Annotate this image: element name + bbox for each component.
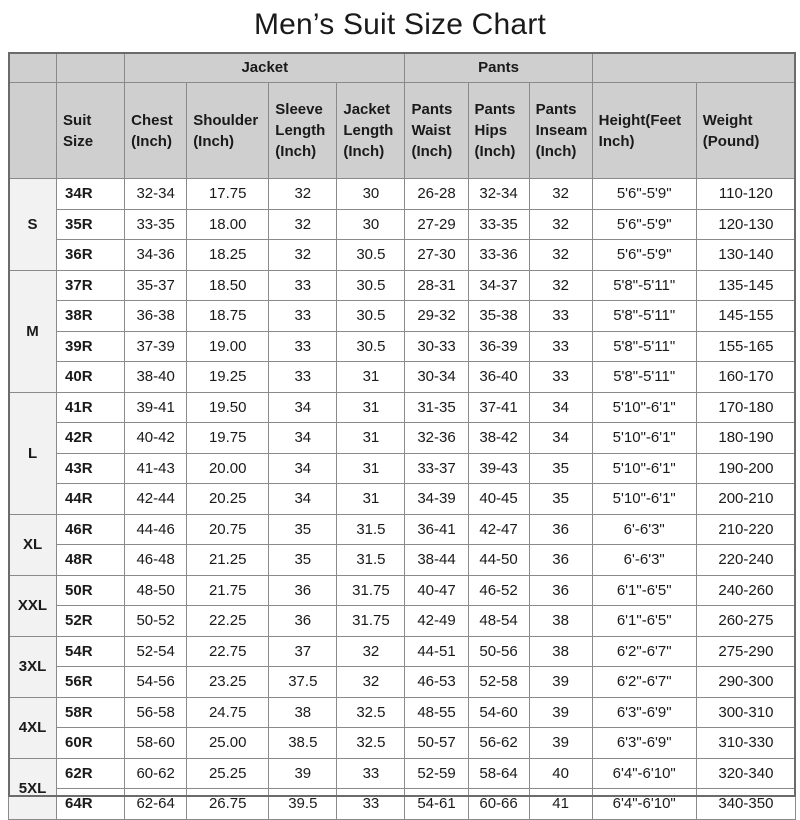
cell-pants-waist: 38-44 <box>405 545 468 576</box>
cell-jacket-length: 31.75 <box>337 575 405 606</box>
size-group-label: S <box>9 179 57 271</box>
column-header-line: Height(Feet <box>598 111 682 129</box>
cell-pants-hips: 52-58 <box>468 667 529 698</box>
cell-shoulder: 21.25 <box>187 545 269 576</box>
cell-height: 6'3"-6'9" <box>592 728 696 759</box>
cell-pants-hips: 50-56 <box>468 636 529 667</box>
cell-chest: 48-50 <box>125 575 187 606</box>
column-header-line: Waist <box>411 122 451 139</box>
cell-jacket-length: 31 <box>337 484 405 515</box>
cell-suit-size: 60R <box>57 728 125 759</box>
cell-height: 6'-6'3" <box>592 545 696 576</box>
cell-chest: 40-42 <box>125 423 187 454</box>
cell-inseam: 38 <box>529 606 592 637</box>
cell-chest: 33-35 <box>125 209 187 240</box>
cell-weight: 190-200 <box>696 453 795 484</box>
cell-chest: 52-54 <box>125 636 187 667</box>
column-header-line: (Inch) <box>343 143 385 160</box>
cell-pants-waist: 33-37 <box>405 453 468 484</box>
cell-chest: 46-48 <box>125 545 187 576</box>
cell-suit-size: 58R <box>57 697 125 728</box>
cell-shoulder: 23.25 <box>187 667 269 698</box>
cell-sleeve: 33 <box>269 331 337 362</box>
cell-suit-size: 43R <box>57 453 125 484</box>
cell-chest: 37-39 <box>125 331 187 362</box>
cell-sleeve: 32 <box>269 179 337 210</box>
cell-weight: 210-220 <box>696 514 795 545</box>
cell-sleeve: 37 <box>269 636 337 667</box>
cell-weight: 110-120 <box>696 179 795 210</box>
cell-sleeve: 37.5 <box>269 667 337 698</box>
cell-suit-size: 54R <box>57 636 125 667</box>
cell-inseam: 35 <box>529 484 592 515</box>
cell-inseam: 33 <box>529 362 592 393</box>
cell-shoulder: 18.00 <box>187 209 269 240</box>
cell-weight: 320-340 <box>696 758 795 789</box>
cell-pants-waist: 27-30 <box>405 240 468 271</box>
cell-shoulder: 24.75 <box>187 697 269 728</box>
cell-jacket-length: 33 <box>337 758 405 789</box>
cell-pants-hips: 56-62 <box>468 728 529 759</box>
cell-chest: 32-34 <box>125 179 187 210</box>
cell-suit-size: 50R <box>57 575 125 606</box>
cell-jacket-length: 32 <box>337 636 405 667</box>
cell-pants-hips: 60-66 <box>468 789 529 820</box>
cell-height: 5'8"-5'11" <box>592 301 696 332</box>
column-header-line: (Inch) <box>474 143 516 160</box>
cell-weight: 240-260 <box>696 575 795 606</box>
cell-pants-waist: 52-59 <box>405 758 468 789</box>
size-group-label: 5XL <box>9 758 57 819</box>
cell-suit-size: 62R <box>57 758 125 789</box>
cell-shoulder: 22.75 <box>187 636 269 667</box>
column-header-line: (Inch) <box>131 132 172 150</box>
size-group-label: 3XL <box>9 636 57 697</box>
cell-weight: 275-290 <box>696 636 795 667</box>
column-header-line: Pants <box>474 101 516 118</box>
cell-suit-size: 41R <box>57 392 125 423</box>
column-header-line: Size <box>63 132 94 150</box>
cell-pants-hips: 48-54 <box>468 606 529 637</box>
cell-chest: 44-46 <box>125 514 187 545</box>
cell-weight: 135-145 <box>696 270 795 301</box>
cell-pants-waist: 46-53 <box>405 667 468 698</box>
column-header-line: Shoulder <box>193 111 259 129</box>
cell-shoulder: 22.25 <box>187 606 269 637</box>
cell-pants-waist: 50-57 <box>405 728 468 759</box>
cell-sleeve: 34 <box>269 423 337 454</box>
cell-sleeve: 33 <box>269 270 337 301</box>
cell-height: 5'10"-6'1" <box>592 423 696 454</box>
cell-chest: 35-37 <box>125 270 187 301</box>
cell-jacket-length: 31.75 <box>337 606 405 637</box>
cell-weight: 155-165 <box>696 331 795 362</box>
cell-height: 5'10"-6'1" <box>592 392 696 423</box>
cell-suit-size: 42R <box>57 423 125 454</box>
cell-sleeve: 35 <box>269 514 337 545</box>
cell-weight: 340-350 <box>696 789 795 820</box>
cell-suit-size: 64R <box>57 789 125 820</box>
cell-pants-waist: 31-35 <box>405 392 468 423</box>
cell-shoulder: 18.50 <box>187 270 269 301</box>
cell-shoulder: 19.50 <box>187 392 269 423</box>
cell-height: 6'-6'3" <box>592 514 696 545</box>
cell-height: 6'3"-6'9" <box>592 697 696 728</box>
cell-jacket-length: 31.5 <box>337 514 405 545</box>
cell-height: 6'1"-6'5" <box>592 606 696 637</box>
cell-jacket-length: 30 <box>337 179 405 210</box>
cell-shoulder: 18.75 <box>187 301 269 332</box>
column-header-line: Sleeve <box>275 101 323 118</box>
column-header-line: Hips <box>474 122 508 139</box>
cell-pants-waist: 40-47 <box>405 575 468 606</box>
cell-height: 5'6"-5'9" <box>592 240 696 271</box>
cell-jacket-length: 30 <box>337 209 405 240</box>
cell-sleeve: 36 <box>269 575 337 606</box>
cell-pants-hips: 37-41 <box>468 392 529 423</box>
cell-suit-size: 34R <box>57 179 125 210</box>
cell-suit-size: 35R <box>57 209 125 240</box>
column-header-line: Length <box>275 122 326 139</box>
cell-weight: 120-130 <box>696 209 795 240</box>
cell-sleeve: 36 <box>269 606 337 637</box>
cell-chest: 62-64 <box>125 789 187 820</box>
cell-pants-waist: 34-39 <box>405 484 468 515</box>
page-title: Men’s Suit Size Chart <box>253 8 547 41</box>
cell-weight: 260-275 <box>696 606 795 637</box>
cell-suit-size: 40R <box>57 362 125 393</box>
cell-chest: 42-44 <box>125 484 187 515</box>
cell-inseam: 39 <box>529 728 592 759</box>
cell-pants-hips: 32-34 <box>468 179 529 210</box>
cell-shoulder: 25.00 <box>187 728 269 759</box>
cell-weight: 200-210 <box>696 484 795 515</box>
size-group-label: L <box>9 392 57 514</box>
cell-pants-waist: 30-33 <box>405 331 468 362</box>
cell-height: 6'4"-6'10" <box>592 758 696 789</box>
cell-weight: 310-330 <box>696 728 795 759</box>
cell-chest: 36-38 <box>125 301 187 332</box>
cell-pants-waist: 42-49 <box>405 606 468 637</box>
cell-jacket-length: 31 <box>337 423 405 454</box>
cell-sleeve: 32 <box>269 240 337 271</box>
cell-shoulder: 20.00 <box>187 453 269 484</box>
cell-height: 5'10"-6'1" <box>592 484 696 515</box>
cell-pants-hips: 58-64 <box>468 758 529 789</box>
cell-height: 5'8"-5'11" <box>592 331 696 362</box>
column-header-line: (Inch) <box>411 143 453 160</box>
size-group-label: XXL <box>9 575 57 636</box>
cell-pants-waist: 32-36 <box>405 423 468 454</box>
cell-weight: 300-310 <box>696 697 795 728</box>
cell-sleeve: 39 <box>269 758 337 789</box>
cell-weight: 145-155 <box>696 301 795 332</box>
cell-suit-size: 44R <box>57 484 125 515</box>
cell-inseam: 32 <box>529 270 592 301</box>
cell-chest: 38-40 <box>125 362 187 393</box>
cell-chest: 54-56 <box>125 667 187 698</box>
cell-inseam: 39 <box>529 697 592 728</box>
cell-pants-hips: 39-43 <box>468 453 529 484</box>
cell-sleeve: 38.5 <box>269 728 337 759</box>
cell-pants-hips: 33-35 <box>468 209 529 240</box>
cell-pants-hips: 35-38 <box>468 301 529 332</box>
column-header-line: Pants <box>535 101 577 118</box>
pants-group-header: Pants <box>405 53 592 83</box>
jacket-group-header: Jacket <box>125 53 405 83</box>
cell-suit-size: 52R <box>57 606 125 637</box>
cell-pants-waist: 26-28 <box>405 179 468 210</box>
cell-inseam: 38 <box>529 636 592 667</box>
cell-pants-waist: 30-34 <box>405 362 468 393</box>
table-frame <box>8 52 796 797</box>
cell-jacket-length: 31 <box>337 453 405 484</box>
cell-pants-hips: 36-39 <box>468 331 529 362</box>
cell-pants-hips: 40-45 <box>468 484 529 515</box>
cell-shoulder: 20.25 <box>187 484 269 515</box>
column-header-line: Weight <box>702 111 753 129</box>
column-header-line: (Inch) <box>275 143 317 160</box>
cell-pants-waist: 44-51 <box>405 636 468 667</box>
cell-height: 5'6"-5'9" <box>592 179 696 210</box>
cell-chest: 41-43 <box>125 453 187 484</box>
cell-shoulder: 21.75 <box>187 575 269 606</box>
size-group-label: M <box>9 270 57 392</box>
cell-inseam: 33 <box>529 301 592 332</box>
cell-chest: 56-58 <box>125 697 187 728</box>
cell-pants-hips: 36-40 <box>468 362 529 393</box>
column-header-line: Inch) <box>598 132 635 150</box>
cell-shoulder: 20.75 <box>187 514 269 545</box>
cell-sleeve: 38 <box>269 697 337 728</box>
cell-pants-hips: 38-42 <box>468 423 529 454</box>
column-header-line: Pants <box>411 101 453 118</box>
size-group-label: XL <box>9 514 57 575</box>
cell-inseam: 36 <box>529 514 592 545</box>
cell-shoulder: 19.00 <box>187 331 269 362</box>
column-header-line: Inseam <box>535 122 588 139</box>
cell-pants-waist: 48-55 <box>405 697 468 728</box>
column-header-line: Suit <box>63 111 92 129</box>
cell-weight: 220-240 <box>696 545 795 576</box>
cell-height: 6'2"-6'7" <box>592 667 696 698</box>
cell-sleeve: 34 <box>269 392 337 423</box>
cell-jacket-length: 32.5 <box>337 697 405 728</box>
cell-pants-hips: 44-50 <box>468 545 529 576</box>
cell-jacket-length: 30.5 <box>337 240 405 271</box>
cell-inseam: 32 <box>529 209 592 240</box>
cell-sleeve: 39.5 <box>269 789 337 820</box>
cell-weight: 130-140 <box>696 240 795 271</box>
cell-shoulder: 19.25 <box>187 362 269 393</box>
cell-pants-waist: 28-31 <box>405 270 468 301</box>
cell-inseam: 34 <box>529 423 592 454</box>
cell-suit-size: 36R <box>57 240 125 271</box>
cell-pants-hips: 33-36 <box>468 240 529 271</box>
cell-weight: 290-300 <box>696 667 795 698</box>
cell-inseam: 35 <box>529 453 592 484</box>
cell-pants-waist: 36-41 <box>405 514 468 545</box>
column-header-line: (Pound) <box>702 132 760 150</box>
cell-chest: 50-52 <box>125 606 187 637</box>
cell-weight: 180-190 <box>696 423 795 454</box>
cell-jacket-length: 32 <box>337 667 405 698</box>
cell-inseam: 39 <box>529 667 592 698</box>
size-group-label: 4XL <box>9 697 57 758</box>
cell-pants-waist: 29-32 <box>405 301 468 332</box>
cell-suit-size: 46R <box>57 514 125 545</box>
cell-sleeve: 34 <box>269 453 337 484</box>
cell-jacket-length: 31.5 <box>337 545 405 576</box>
column-header-line: Jacket <box>343 101 391 118</box>
cell-height: 6'2"-6'7" <box>592 636 696 667</box>
cell-sleeve: 33 <box>269 301 337 332</box>
cell-chest: 60-62 <box>125 758 187 789</box>
cell-sleeve: 32 <box>269 209 337 240</box>
cell-shoulder: 19.75 <box>187 423 269 454</box>
cell-suit-size: 48R <box>57 545 125 576</box>
cell-suit-size: 38R <box>57 301 125 332</box>
cell-jacket-length: 30.5 <box>337 331 405 362</box>
cell-inseam: 36 <box>529 575 592 606</box>
cell-inseam: 36 <box>529 545 592 576</box>
column-header-line: Chest <box>131 111 173 129</box>
cell-height: 5'10"-6'1" <box>592 453 696 484</box>
cell-height: 5'6"-5'9" <box>592 209 696 240</box>
cell-inseam: 32 <box>529 240 592 271</box>
cell-sleeve: 33 <box>269 362 337 393</box>
cell-chest: 34-36 <box>125 240 187 271</box>
cell-pants-hips: 54-60 <box>468 697 529 728</box>
cell-shoulder: 25.25 <box>187 758 269 789</box>
cell-pants-waist: 54-61 <box>405 789 468 820</box>
cell-chest: 58-60 <box>125 728 187 759</box>
cell-jacket-length: 30.5 <box>337 301 405 332</box>
cell-height: 6'1"-6'5" <box>592 575 696 606</box>
cell-jacket-length: 32.5 <box>337 728 405 759</box>
cell-pants-waist: 27-29 <box>405 209 468 240</box>
cell-suit-size: 37R <box>57 270 125 301</box>
cell-height: 5'8"-5'11" <box>592 362 696 393</box>
cell-shoulder: 18.25 <box>187 240 269 271</box>
cell-pants-hips: 42-47 <box>468 514 529 545</box>
cell-weight: 170-180 <box>696 392 795 423</box>
cell-height: 6'4"-6'10" <box>592 789 696 820</box>
cell-inseam: 41 <box>529 789 592 820</box>
cell-jacket-length: 33 <box>337 789 405 820</box>
column-header-line: Length <box>343 122 394 139</box>
cell-jacket-length: 31 <box>337 362 405 393</box>
cell-sleeve: 34 <box>269 484 337 515</box>
cell-sleeve: 35 <box>269 545 337 576</box>
cell-pants-hips: 46-52 <box>468 575 529 606</box>
cell-shoulder: 26.75 <box>187 789 269 820</box>
cell-chest: 39-41 <box>125 392 187 423</box>
cell-suit-size: 39R <box>57 331 125 362</box>
cell-shoulder: 17.75 <box>187 179 269 210</box>
cell-inseam: 33 <box>529 331 592 362</box>
cell-height: 5'8"-5'11" <box>592 270 696 301</box>
cell-jacket-length: 31 <box>337 392 405 423</box>
cell-inseam: 40 <box>529 758 592 789</box>
cell-inseam: 34 <box>529 392 592 423</box>
cell-weight: 160-170 <box>696 362 795 393</box>
cell-suit-size: 56R <box>57 667 125 698</box>
cell-jacket-length: 30.5 <box>337 270 405 301</box>
column-header-line: (Inch) <box>193 132 235 150</box>
cell-pants-hips: 34-37 <box>468 270 529 301</box>
cell-inseam: 32 <box>529 179 592 210</box>
column-header-line: (Inch) <box>535 143 577 160</box>
